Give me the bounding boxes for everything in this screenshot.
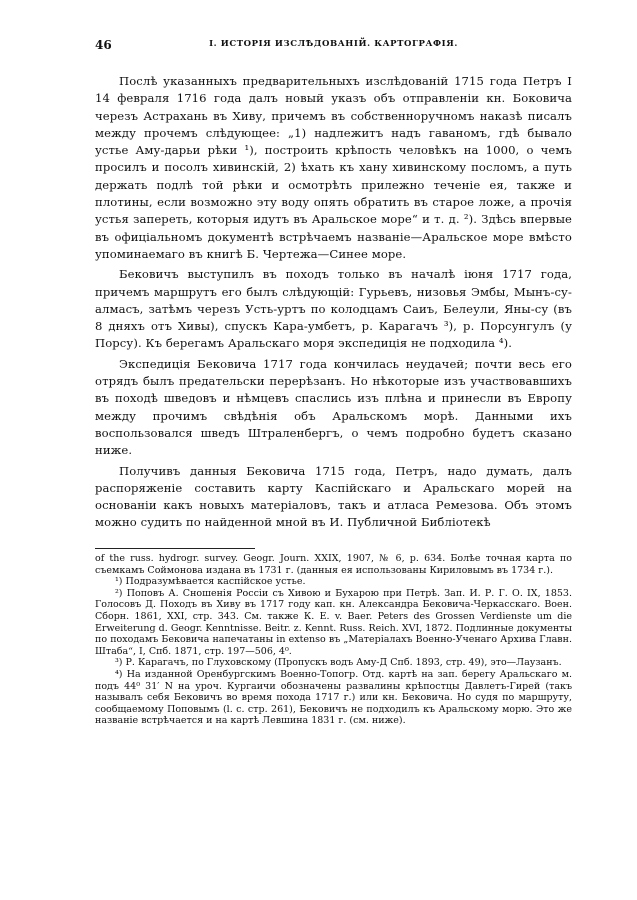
main-text (95, 73, 572, 535)
footnote: ¹) Подразумѣвается каспійское устье. (115, 576, 306, 588)
page-number: 46 (95, 38, 112, 52)
paragraph: Бековичъ выступилъ въ походъ только въ началѣ іюня 1717 года, причемъ маршрутъ его былъ слѣдующій: Гурьевъ, низовья Эмбы, Мынъ-су-алмасъ, затѣмъ черезъ Усть-уртъ по колодцамъ Саиъ, Белеули, Яны-су (въ 8 дняхъ отъ Хивы), спускъ Кара-умбетъ, р. Карагачъ ³), р. Порсунгулъ (у Порсу). Къ берегамъ Аральскаго моря экспедиція не подходила ⁴). (95, 267, 572, 351)
paragraph: Экспедиція Бековича 1717 года кончилась неудачей; почти весь его отрядъ былъ предательски перерѣзанъ. Но нѣкоторые изъ участвовавшихъ въ походѣ шведовъ и нѣмцевъ спаслись изъ плѣна и принесли въ Европу между прочимъ свѣдѣнія объ Аральскомъ морѣ. Данными ихъ воспользовался шведъ Штраленбергъ, о чемъ подробно будетъ сказано ниже. (95, 356, 572, 458)
footnote: ⁴) На изданной Оренбургскимъ Военно-Топогр. Отд. картѣ на зап. берегу Аральскаго м. подъ 44⁰ 31′ N на уроч. Кургаичи обозначены развалины крѣпостцы Давлетъ-Гирей (такъ называлъ себя Бековичъ во время похода 1717 г.) или кн. Бековича. Но судя по маршруту, сообщаемому Поповымъ (l. c. стр. 261), Бековичъ не подходилъ къ Аральскому морю. Это же названіе встрѣчается и на картѣ Левшина 1831 г. (см. ниже). (95, 668, 572, 727)
footnote: of the russ. hydrogr. survey. Geogr. Journ. XXIX, 1907, № 6, p. 634. Болѣе точная карта по съемкамъ Соймонова издана въ 1731 г. (данныя ея использованы Кириловымъ въ 1734 г.). (95, 553, 572, 576)
footnotes (95, 553, 572, 727)
footnote: ²) Поповъ А. Сношенія Россіи съ Хивою и Бухарою при Петрѣ. Зап. И. Р. Г. О. IX, 1853. Голосовъ Д. Походъ въ Хиву въ 1717 году кап. кн. Александра Бековича-Черкасскаго. Воен. Сборн. 1861, XXI, стр. 343. См. также К. Е. v. Baer. Peters des Grossen Verdienste um die Erweiterung d. Geogr. Kenntnisse. Beitr. z. Kennt. Russ. Reich. XVI, 1872. Подлинные документы по походамъ Бековича напечатаны in extenso въ „Матеріалахъ Военно-Ученаго Архива Главн. Штаба“, I, Спб. 1871, стр. 197—506, 4⁰. (95, 587, 572, 657)
footnote-divider (95, 548, 255, 549)
footnote: ³) Р. Карагачъ, по Глуховскому (Пропускъ водъ Аму-Д Спб. 1893, стр. 49), это—Лаузанъ. (115, 657, 562, 669)
paragraph: Послѣ указанныхъ предварительныхъ изслѣдованій 1715 года Петръ I 14 февраля 1716 года далъ новый указъ объ отправленіи кн. Боковича черезъ Астрахань въ Хиву, причемъ въ собственноручномъ наказѣ писалъ между прочемъ слѣдующее: „1) надлежитъ надъ гаваномъ, гдѣ бывало устье Аму-дарьи рѣки ¹), построить крѣпость человѣкъ на 1000, о чемъ просилъ и посолъ хивинскій, 2) ѣхать къ хану хивинскому посломъ, а путь держать подлѣ той рѣки и осмотрѣть прилежно теченіе ея, также и плотины, если возможно эту воду опять обратить въ старое ложе, а прочія устья запереть, которыя идутъ въ Аральское море“ и т. д. ²). Здѣсь впервые въ офиціальномъ документѣ встрѣчаемъ названіе—Аральское море вмѣсто упоминаемаго въ книгѣ Б. Чертежа—Синее море. (95, 74, 572, 261)
running-head: I. ИСТОРІЯ ИЗСЛѢДОВАНІЙ. КАРТОГРАФІЯ. (209, 39, 458, 49)
paragraph: Получивъ данныя Бековича 1715 года, Петръ, надо думать, далъ распоряженіе составить карту Каспійскаго и Аральскаго морей на основаніи какъ новыхъ матеріаловъ, такъ и атласа Ремезова. Объ этомъ можно судить по найденной мной въ И. Публичной Библіотекѣ (95, 463, 572, 530)
page-header (95, 38, 572, 54)
